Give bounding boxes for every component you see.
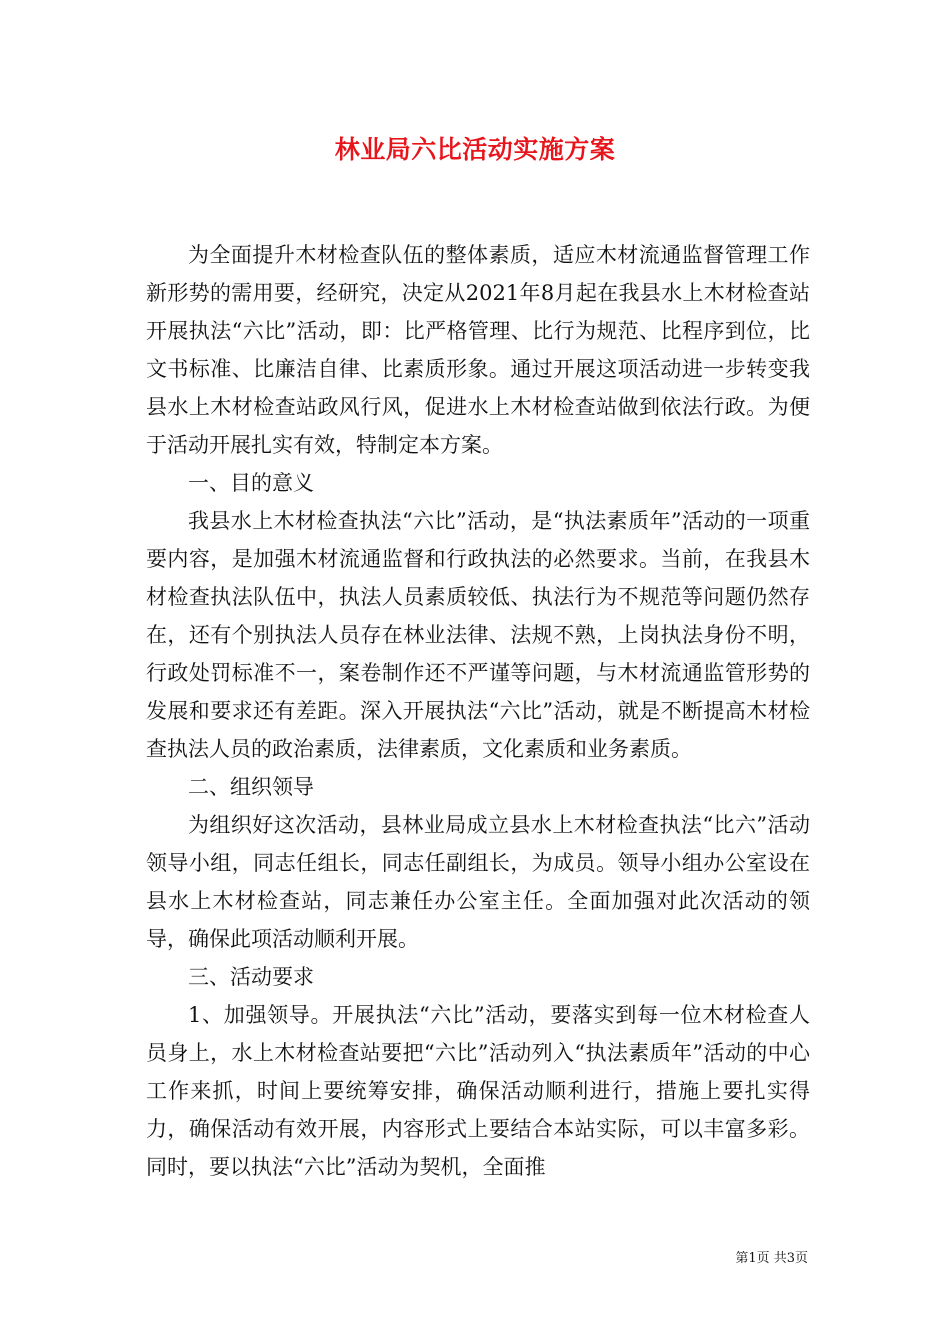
intro-paragraph: 为全面提升木材检查队伍的整体素质，适应木材流通监督管理工作新形势的需用要，经研究，决定从2021年8月起在我县水上木材检查站开展执法“六比”活动，即：比严格管理、比行为规范、比程序到位，比文书标准、比廉洁自律、比素质形象。通过开展这项活动进一步转变我县水上木材检查站政风行风，促进水上木材检查站做到依法行政。为便于活动开展扎实有效，特制定本方案。 bbox=[146, 243, 810, 457]
section-heading-purpose: 一、目的意义 bbox=[188, 471, 314, 495]
section-heading-organization: 二、组织领导 bbox=[188, 775, 314, 799]
organization-paragraph: 为组织好这次活动，县林业局成立县水上木材检查执法“比六”活动领导小组，同志任组长，同志任副组长，为成员。领导小组办公室设在县水上木材检查站，同志兼任办公室主任。全面加强对此次活动的领导，确保此项活动顺利开展。 bbox=[146, 813, 810, 951]
purpose-paragraph: 我县水上木材检查执法“六比”活动，是“执法素质年”活动的一项重要内容，是加强木材流通监督和行政执法的必然要求。当前，在我县木材检查执法队伍中，执法人员素质较低、执法行为不规范等问题仍然存在，还有个别执法人员存在林业法律、法规不熟，上岗执法身份不明，行政处罚标准不一，案卷制作还不严谨等问题，与木材流通监管形势的发展和要求还有差距。深入开展执法“六比”活动，就是不断提高木材检查执法人员的政治素质，法律素质，文化素质和业务素质。 bbox=[146, 509, 810, 761]
document-body bbox=[146, 236, 810, 1186]
document-title: 林业局六比活动实施方案 bbox=[334, 135, 616, 164]
section-heading-requirements: 三、活动要求 bbox=[188, 965, 314, 989]
requirements-paragraph: 1、加强领导。开展执法“六比”活动，要落实到每一位木材检查人员身上，水上木材检查站要把“六比”活动列入“执法素质年”活动的中心工作来抓，时间上要统筹安排，确保活动顺利进行，措施上要扎实得力，确保活动有效开展，内容形式上要结合本站实际，可以丰富多彩。同时，要以执法“六比”活动为契机，全面推 bbox=[146, 1003, 810, 1179]
page-number: 第1页 共3页 bbox=[735, 1251, 808, 1266]
